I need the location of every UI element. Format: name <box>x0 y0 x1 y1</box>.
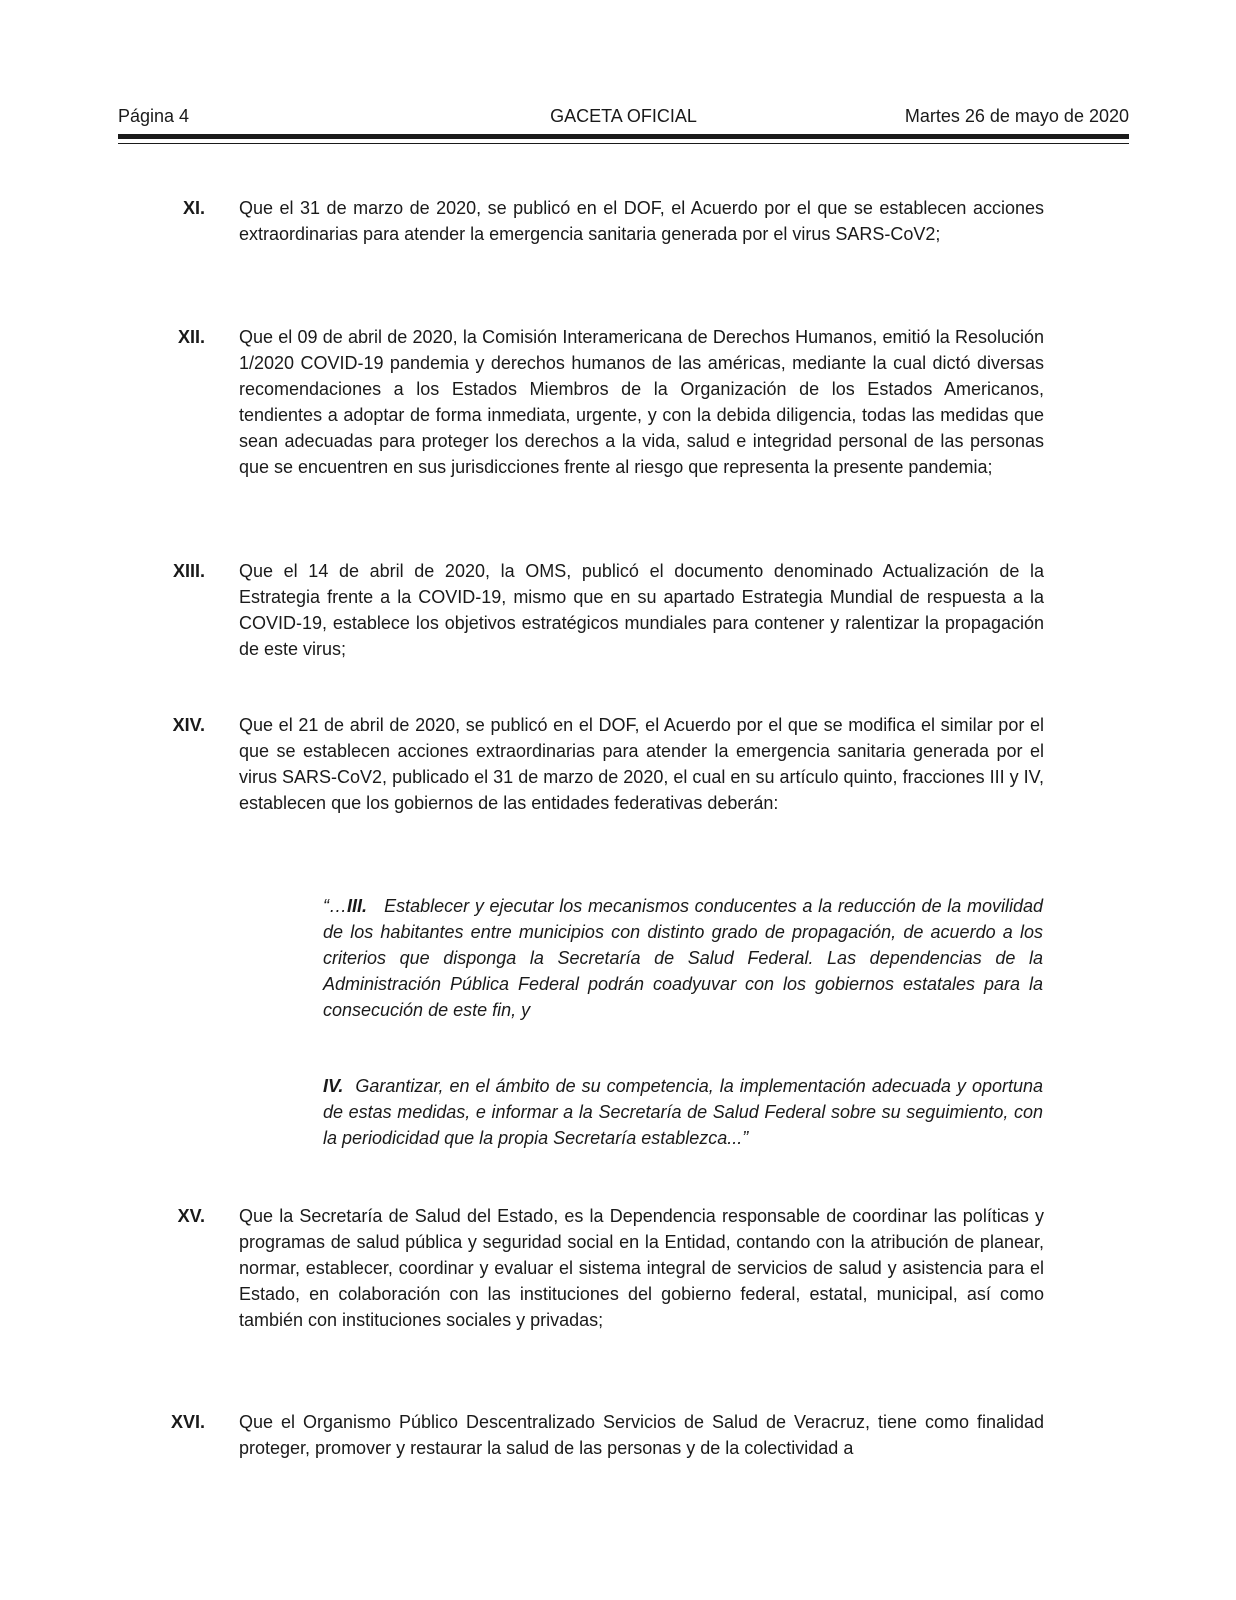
section-number: XII. <box>177 327 205 347</box>
section-xv <box>160 1203 1044 1333</box>
quote-fraction-iii <box>323 893 1043 1023</box>
section-number: XIII. <box>172 561 205 581</box>
quote-number: III. <box>347 896 368 916</box>
section-text: Que el 14 de abril de 2020, la OMS, publicó el documento denominado Actualización de la Estrategia frente a la COVID-19, mismo que en su apartado Estrategia Mundial de respuesta a la COVID-19, establece los objetivos estratégicos mundiales para contener y ralentizar la propagación de este virus; <box>239 561 1044 659</box>
section-xiii <box>160 558 1044 662</box>
section-number: XIV. <box>172 715 205 735</box>
section-xi <box>160 195 1044 247</box>
section-xvi <box>160 1409 1044 1461</box>
section-text: Que el 31 de marzo de 2020, se publicó en el DOF, el Acuerdo por el que se establecen acciones extraordinarias para atender la emergencia sanitaria generada por el virus SARS-CoV2; <box>239 198 1044 244</box>
header-rule-thick <box>118 134 1129 139</box>
section-text: Que la Secretaría de Salud del Estado, es la Dependencia responsable de coordinar las políticas y programas de salud pública y seguridad social en la Entidad, contando con la atribución de planear, normar, establecer, coordinar y evaluar el sistema integral de servicios de salud y asistencia para el Estado, en colaboración con las instituciones del gobierno federal, estatal, municipal, así como también con instituciones sociales y privadas; <box>239 1206 1044 1330</box>
section-text: Que el 21 de abril de 2020, se publicó en el DOF, el Acuerdo por el que se modifica el similar por el que se establecen acciones extraordinarias para atender la emergencia sanitaria generada por el virus SARS-CoV2, publicado el 31 de marzo de 2020, el cual en su artículo quinto, fracciones III y IV, establecen que los gobiernos de las entidades federativas deberán: <box>239 715 1044 813</box>
section-text: Que el 09 de abril de 2020, la Comisión Interamericana de Derechos Humanos, emitió la Resolución 1/2020 COVID-19 pandemia y derechos humanos de las américas, mediante la cual dictó diversas recomendaciones a los Estados Miembros de la Organización de los Estados Americanos, tendientes a adoptar de forma inmediata, urgente, y con la debida diligencia, todas las medidas que sean adecuadas para proteger los derechos a la vida, salud e integridad personal de las personas que se encuentren en sus jurisdicciones frente al riesgo que representa la presente pandemia; <box>239 327 1044 477</box>
section-xii <box>160 324 1044 480</box>
section-number: XV. <box>177 1206 205 1226</box>
quote-text: Establecer y ejecutar los mecanismos conducentes a la reducción de la movilidad de los habitantes entre municipios con distinto grado de propagación, de acuerdo a los criterios que disponga la Secretaría de Salud Federal. Las dependencias de la Administración Pública Federal podrán coadyuvar con los gobiernos estatales para la consecución de este fin, y <box>323 896 1043 1020</box>
section-number: XI. <box>182 198 205 218</box>
section-text: Que el Organismo Público Descentralizado Servicios de Salud de Veracruz, tiene como finalidad proteger, promover y restaurar la salud de las personas y de la colectividad a <box>239 1412 1044 1458</box>
quote-number: IV. <box>323 1076 344 1096</box>
quote-open-mark: “… <box>323 896 347 916</box>
quote-text: Garantizar, en el ámbito de su competencia, la implementación adecuada y oportuna de estas medidas, e informar a la Secretaría de Salud Federal sobre su seguimiento, con la periodicidad que la propia Secretaría establezca...” <box>323 1076 1043 1148</box>
quote-fraction-iv <box>323 1073 1043 1151</box>
page-header <box>118 106 1129 132</box>
publication-date: Martes 26 de mayo de 2020 <box>904 106 1129 126</box>
page-number: Página 4 <box>118 106 190 126</box>
header-rule-thin <box>118 143 1129 144</box>
section-number: XVI. <box>170 1412 205 1432</box>
section-xiv <box>160 712 1044 816</box>
publication-title: GACETA OFICIAL <box>550 106 697 126</box>
